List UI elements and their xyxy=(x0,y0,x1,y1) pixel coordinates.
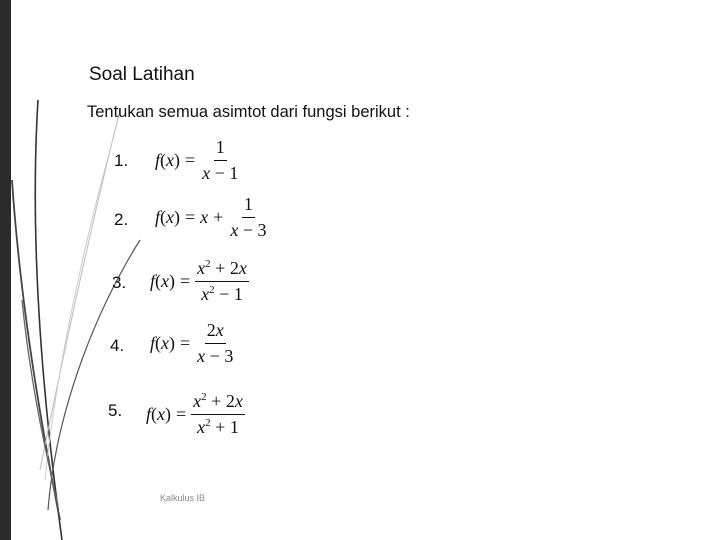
slide-footer: Kalkulus IB xyxy=(160,493,206,503)
function-label: f(x) xyxy=(155,206,181,227)
function-label: f(x) xyxy=(150,270,176,291)
slide-title: Soal Latihan xyxy=(89,64,195,85)
item-number-4: 4. xyxy=(110,336,125,355)
item-number-3: 3. xyxy=(112,273,127,292)
denominator: $x^2 - 1$ xyxy=(201,283,243,304)
term-x: x xyxy=(200,206,209,227)
fraction xyxy=(195,320,235,366)
plus-sign: + xyxy=(213,206,224,227)
function-label: f(x) xyxy=(146,403,172,424)
formula-1 xyxy=(155,137,240,183)
equals-sign: = xyxy=(176,403,187,424)
formula-2 xyxy=(155,194,268,240)
denominator: x − 3 xyxy=(230,219,267,240)
numerator: $x^2 + 2x$ xyxy=(195,258,249,282)
equals-sign: = xyxy=(180,332,191,353)
item-number-5: 5. xyxy=(108,401,123,420)
formula-5 xyxy=(146,391,245,437)
item-number-2: 2. xyxy=(114,210,129,229)
equals-sign: = xyxy=(185,206,196,227)
numerator: 1 xyxy=(214,137,227,161)
equals-sign: = xyxy=(180,270,191,291)
numerator: 1 xyxy=(242,194,255,218)
denominator: x − 3 xyxy=(197,345,234,366)
denominator: x − 1 xyxy=(202,162,239,183)
fraction xyxy=(228,194,268,240)
function-label: f(x) xyxy=(155,149,181,170)
fraction xyxy=(195,258,249,304)
numerator: $x^2 + 2x$ xyxy=(191,391,245,415)
function-label: f(x) xyxy=(150,332,176,353)
equals-sign: = xyxy=(185,149,196,170)
denominator: $x^2 + 1$ xyxy=(197,416,239,437)
formula-3 xyxy=(150,258,249,304)
formula-4 xyxy=(150,320,235,366)
numerator: 2x xyxy=(205,320,226,344)
slide-instruction: Tentukan semua asimtot dari fungsi berikut : xyxy=(87,103,410,121)
item-number-1: 1. xyxy=(114,151,129,170)
fraction xyxy=(191,391,245,437)
fraction xyxy=(200,137,240,183)
